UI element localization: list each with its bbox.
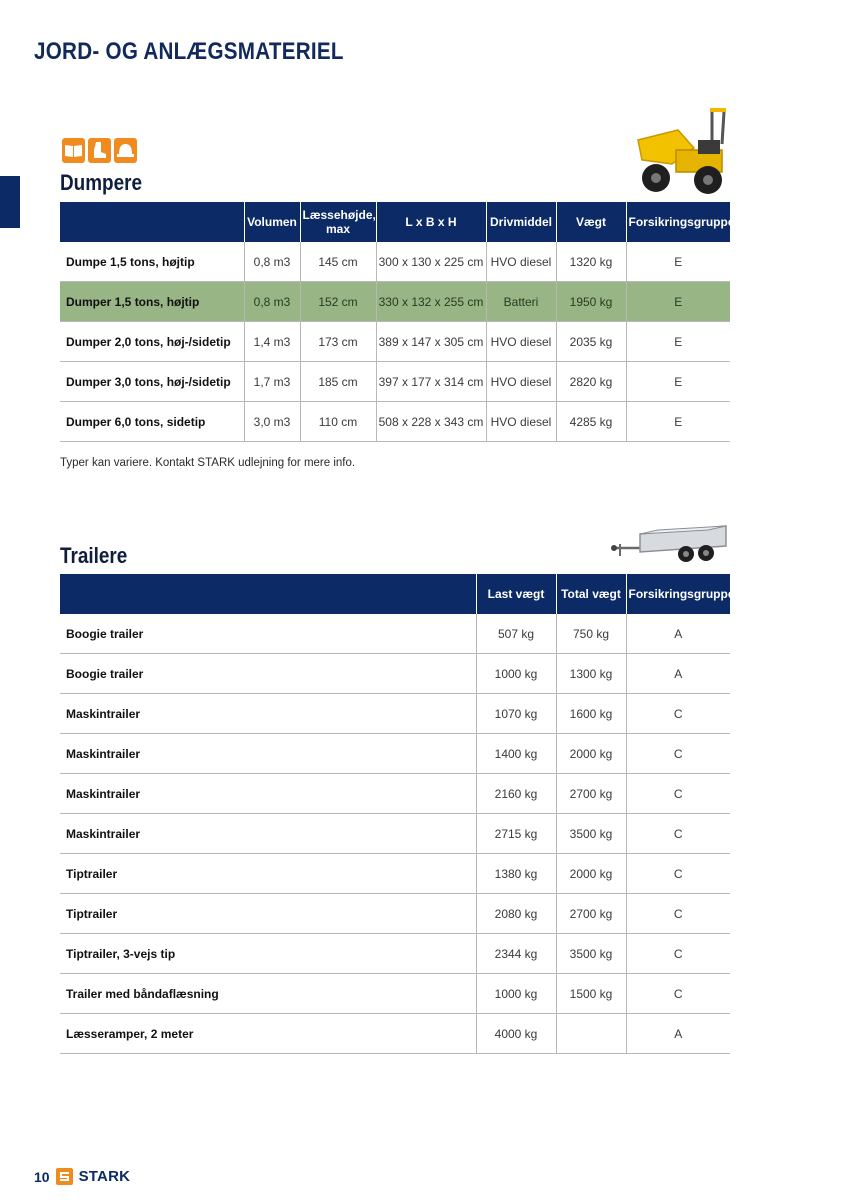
trailer-image	[608, 520, 730, 571]
volumen-cell: 1,4 m3	[244, 322, 300, 362]
dimension-cell: 508 x 228 x 343 cm	[376, 402, 486, 442]
drivmiddel-cell: HVO diesel	[486, 402, 556, 442]
hard-hat-icon	[114, 138, 137, 163]
last-vaegt-cell: 1070 kg	[476, 694, 556, 734]
column-header: Volumen	[244, 202, 300, 242]
last-vaegt-cell: 507 kg	[476, 614, 556, 654]
last-vaegt-cell: 1000 kg	[476, 654, 556, 694]
product-name: Tiptrailer, 3-vejs tip	[60, 934, 476, 974]
product-name: Dumper 2,0 tons, høj-/sidetip	[60, 322, 244, 362]
table-row	[60, 734, 730, 774]
dimension-cell: 397 x 177 x 314 cm	[376, 362, 486, 402]
vaegt-cell: 2820 kg	[556, 362, 626, 402]
product-name: Dumper 1,5 tons, højtip	[60, 282, 244, 322]
stark-logo-icon	[56, 1168, 73, 1185]
forsikringsgruppe-cell: E	[626, 322, 730, 362]
column-header: Drivmiddel	[486, 202, 556, 242]
drivmiddel-cell: HVO diesel	[486, 242, 556, 282]
table-row	[60, 614, 730, 654]
total-vaegt-cell: 2700 kg	[556, 894, 626, 934]
hoejde-cell: 152 cm	[300, 282, 376, 322]
forsikringsgruppe-cell: C	[626, 774, 730, 814]
hoejde-cell: 185 cm	[300, 362, 376, 402]
hoejde-cell: 145 cm	[300, 242, 376, 282]
table-row	[60, 694, 730, 734]
table-header-row	[60, 202, 730, 242]
column-header: L x B x H	[376, 202, 486, 242]
product-name: Dumper 3,0 tons, høj-/sidetip	[60, 362, 244, 402]
volumen-cell: 0,8 m3	[244, 282, 300, 322]
dumpere-note: Typer kan variere. Kontakt STARK udlejning for mere info.	[60, 457, 356, 469]
product-name: Læsseramper, 2 meter	[60, 1014, 476, 1054]
forsikringsgruppe-cell: C	[626, 894, 730, 934]
hoejde-cell: 110 cm	[300, 402, 376, 442]
last-vaegt-cell: 1400 kg	[476, 734, 556, 774]
last-vaegt-cell: 1000 kg	[476, 974, 556, 1014]
product-name: Boogie trailer	[60, 654, 476, 694]
forsikringsgruppe-cell: A	[626, 654, 730, 694]
last-vaegt-cell: 2080 kg	[476, 894, 556, 934]
table-row	[60, 774, 730, 814]
column-header	[60, 202, 244, 242]
total-vaegt-cell: 3500 kg	[556, 934, 626, 974]
safety-icons	[62, 138, 137, 163]
column-header: Læssehøjde, max	[300, 202, 376, 242]
last-vaegt-cell: 4000 kg	[476, 1014, 556, 1054]
total-vaegt-cell: 2700 kg	[556, 774, 626, 814]
dimension-cell: 330 x 132 x 255 cm	[376, 282, 486, 322]
table-row	[60, 362, 730, 402]
hoejde-cell: 173 cm	[300, 322, 376, 362]
product-name: Trailer med båndaflæsning	[60, 974, 476, 1014]
volumen-cell: 0,8 m3	[244, 242, 300, 282]
column-header	[60, 574, 476, 614]
forsikringsgruppe-cell: E	[626, 362, 730, 402]
table-row	[60, 894, 730, 934]
drivmiddel-cell: Batteri	[486, 282, 556, 322]
total-vaegt-cell: 750 kg	[556, 614, 626, 654]
table-row	[60, 974, 730, 1014]
dumper-image	[628, 104, 730, 203]
vaegt-cell: 2035 kg	[556, 322, 626, 362]
product-name: Maskintrailer	[60, 814, 476, 854]
table-row	[60, 1014, 730, 1054]
product-name: Maskintrailer	[60, 734, 476, 774]
forsikringsgruppe-cell: C	[626, 854, 730, 894]
forsikringsgruppe-cell: C	[626, 814, 730, 854]
table-row	[60, 934, 730, 974]
volumen-cell: 3,0 m3	[244, 402, 300, 442]
total-vaegt-cell	[556, 1014, 626, 1054]
total-vaegt-cell: 1300 kg	[556, 654, 626, 694]
column-header: Vægt	[556, 202, 626, 242]
manual-book-icon	[62, 138, 85, 163]
total-vaegt-cell: 3500 kg	[556, 814, 626, 854]
forsikringsgruppe-cell: C	[626, 694, 730, 734]
column-header: Forsikringsgruppe	[626, 202, 730, 242]
page-footer	[34, 1168, 130, 1185]
forsikringsgruppe-cell: E	[626, 402, 730, 442]
total-vaegt-cell: 1500 kg	[556, 974, 626, 1014]
product-name: Boogie trailer	[60, 614, 476, 654]
trailere-table	[60, 574, 735, 1054]
dumpere-table	[60, 202, 735, 442]
dimension-cell: 300 x 130 x 225 cm	[376, 242, 486, 282]
safety-boot-icon	[88, 138, 111, 163]
vaegt-cell: 1320 kg	[556, 242, 626, 282]
product-name: Dumpe 1,5 tons, højtip	[60, 242, 244, 282]
table-row	[60, 402, 730, 442]
table-header-row	[60, 574, 730, 614]
column-header: Last vægt	[476, 574, 556, 614]
section-tab-marker	[0, 176, 20, 228]
last-vaegt-cell: 1380 kg	[476, 854, 556, 894]
forsikringsgruppe-cell: E	[626, 282, 730, 322]
forsikringsgruppe-cell: E	[626, 242, 730, 282]
total-vaegt-cell: 1600 kg	[556, 694, 626, 734]
product-name: Maskintrailer	[60, 694, 476, 734]
table-row	[60, 322, 730, 362]
forsikringsgruppe-cell: C	[626, 934, 730, 974]
page-title: JORD- OG ANLÆGSMATERIEL	[34, 38, 344, 65]
table-row	[60, 854, 730, 894]
table-row	[60, 242, 730, 282]
drivmiddel-cell: HVO diesel	[486, 362, 556, 402]
brand-name: STARK	[78, 1168, 131, 1185]
forsikringsgruppe-cell: C	[626, 734, 730, 774]
last-vaegt-cell: 2160 kg	[476, 774, 556, 814]
forsikringsgruppe-cell: C	[626, 974, 730, 1014]
page-number: 10	[34, 1168, 50, 1185]
product-name: Tiptrailer	[60, 894, 476, 934]
table-row	[60, 282, 730, 322]
dumpere-title: Dumpere	[60, 170, 143, 195]
forsikringsgruppe-cell: A	[626, 614, 730, 654]
last-vaegt-cell: 2344 kg	[476, 934, 556, 974]
forsikringsgruppe-cell: A	[626, 1014, 730, 1054]
table-row	[60, 654, 730, 694]
table-row	[60, 814, 730, 854]
vaegt-cell: 4285 kg	[556, 402, 626, 442]
trailere-title: Trailere	[60, 543, 128, 568]
last-vaegt-cell: 2715 kg	[476, 814, 556, 854]
volumen-cell: 1,7 m3	[244, 362, 300, 402]
vaegt-cell: 1950 kg	[556, 282, 626, 322]
product-name: Maskintrailer	[60, 774, 476, 814]
total-vaegt-cell: 2000 kg	[556, 854, 626, 894]
column-header: Forsikringsgruppe	[626, 574, 730, 614]
product-name: Tiptrailer	[60, 854, 476, 894]
total-vaegt-cell: 2000 kg	[556, 734, 626, 774]
column-header: Total vægt	[556, 574, 626, 614]
drivmiddel-cell: HVO diesel	[486, 322, 556, 362]
dimension-cell: 389 x 147 x 305 cm	[376, 322, 486, 362]
product-name: Dumper 6,0 tons, sidetip	[60, 402, 244, 442]
